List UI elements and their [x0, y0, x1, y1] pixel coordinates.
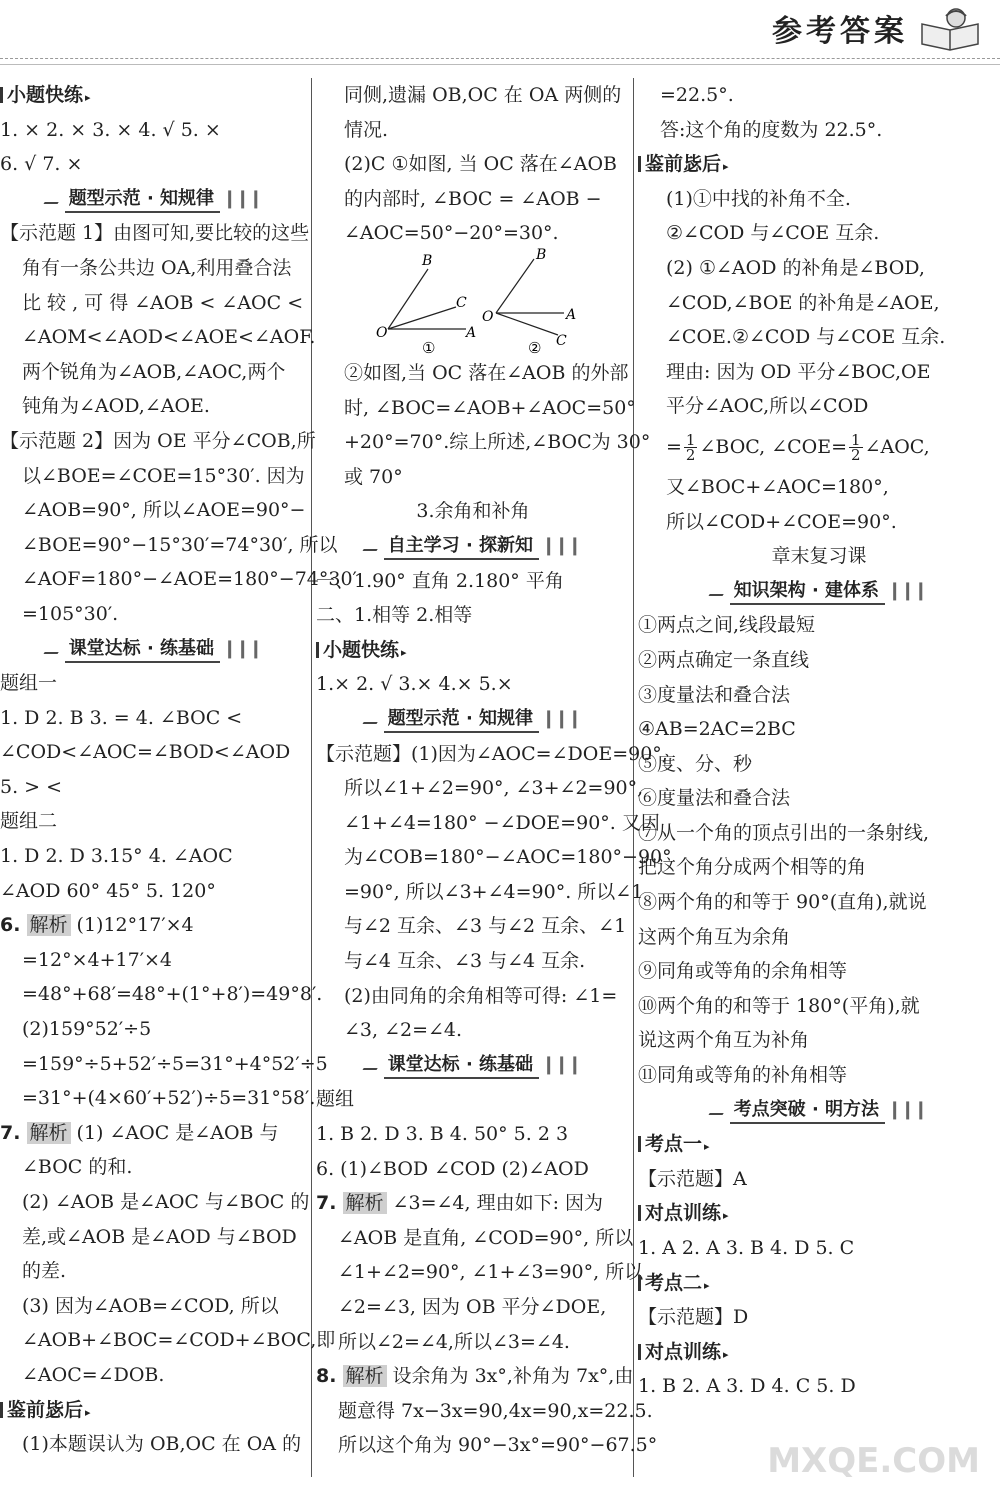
- answer-line: =31°+(4×60′+52′)÷5=31°58′.: [22, 1087, 316, 1110]
- answer-line: (3) 因为∠AOB=∠COD, 所以: [22, 1294, 279, 1317]
- bars-icon: ❙❙❙: [541, 534, 581, 556]
- answer-line: ∠3, ∠2=∠4.: [344, 1019, 463, 1042]
- answer-line: ⑧两个角的和等于 90°(直角),就说: [638, 891, 927, 914]
- bars-icon: ❙❙❙: [541, 707, 581, 729]
- bars-icon: ❙❙❙: [887, 1098, 927, 1120]
- fraction-line: [638, 424, 1000, 470]
- answer-line: 这两个角互为余角: [638, 925, 791, 948]
- answer-line: 平分∠AOC,所以∠COD: [666, 395, 869, 418]
- fraction-half: $\frac{1}{2}$: [851, 431, 861, 465]
- section-title: 课堂达标 · 练基础: [384, 1054, 539, 1079]
- answer-line: (2) ∠AOB 是∠AOC 与∠BOC 的: [22, 1191, 310, 1213]
- answer-line: 一、1.90° 直角 2.180° 平角: [316, 569, 564, 592]
- answer-line: 6. (1)∠BOD ∠COD (2)∠AOD: [316, 1157, 589, 1180]
- pen-icon: [43, 642, 64, 654]
- arrow-right-icon: ▸: [85, 91, 91, 104]
- arrow-right-icon: ▸: [704, 1278, 710, 1292]
- answer-line: ⑤度、分、秒: [638, 752, 753, 775]
- pen-icon: [43, 192, 64, 204]
- section-banner: [0, 632, 308, 667]
- answer-line: ∠AOB 是直角, ∠COD=90°, 所以: [338, 1226, 634, 1249]
- answer-line: 或 70°: [344, 465, 403, 488]
- answer-line: =159°÷5+52′÷5=31°+4°52′÷5: [22, 1052, 328, 1075]
- answer-line: ①两点之间,线段最短: [638, 614, 816, 637]
- answer-line: (2)159°52′÷5: [22, 1018, 152, 1041]
- answer-line: 与∠4 互余、∠3 与∠4 互余.: [344, 950, 586, 973]
- subsection-label: 考点二 ▸: [638, 1266, 1000, 1301]
- answer-line: (1)本题误认为 OB,OC 在 OA 的: [22, 1433, 302, 1456]
- answer-column-1: [0, 78, 357, 1462]
- subsection-label: 对点训练 ▸: [638, 1335, 1000, 1370]
- pen-icon: [708, 1103, 729, 1115]
- answer-line: 又∠BOC+∠AOC=180°,: [666, 475, 889, 498]
- subsection-label: 小题快练 ▸: [0, 78, 308, 113]
- section-title: 自主学习 · 探新知: [384, 535, 539, 560]
- pen-icon: [362, 712, 383, 724]
- answer-line: 1. × 2. × 3. × 4. √ 5. ×: [0, 118, 221, 141]
- answer-line: ⑦从一个角的顶点引出的一条射线,: [638, 821, 930, 844]
- answer-line: 题意得 7x−3x=90,4x=90,x=22.5.: [338, 1399, 653, 1422]
- answer-line: ②如图,当 OC 落在∠AOB 的外部: [344, 361, 629, 384]
- bars-icon: ❙❙❙: [222, 187, 262, 209]
- answer-line: =12°×4+17′×4: [22, 948, 173, 971]
- answer-line: ③度量法和叠合法: [638, 683, 791, 706]
- answer-line: 与∠2 互余、∠3 与∠2 互余、∠1: [344, 915, 627, 938]
- answer-line: 角有一条公共边 OA,利用叠合法: [22, 256, 292, 279]
- fig2-number: ②: [528, 338, 542, 357]
- fig2-label-B: B: [536, 246, 547, 263]
- answer-line: ∠AOC=∠DOB.: [22, 1363, 165, 1386]
- subsection-label: 鉴前毖后 ▸: [0, 1393, 308, 1428]
- answer-line: ②两点确定一条直线: [638, 648, 810, 671]
- answer-line: ⑪同角或等角的补角相等: [638, 1064, 848, 1087]
- answer-line: ∠BOC 的和.: [22, 1156, 133, 1179]
- answer-line: 【示范题】(1)因为∠AOC=∠DOE=90°,: [316, 742, 668, 765]
- section-banner: [316, 529, 630, 564]
- arrow-right-icon: ▸: [85, 1405, 91, 1419]
- answer-line: 题组: [316, 1088, 355, 1111]
- analysis-tag: 解析: [343, 1365, 387, 1387]
- figure-2: [482, 247, 576, 357]
- section-banner: [316, 702, 630, 737]
- answer-line: 7. 解析 ∠3=∠4, 理由如下: 因为: [316, 1192, 604, 1215]
- answer-line: 说这两个角互为补角: [638, 1029, 810, 1052]
- answer-line: 时, ∠BOC=∠AOB+∠AOC=50°: [344, 396, 636, 419]
- answer-line: 所以∠COD+∠COE=90°.: [666, 510, 897, 533]
- analysis-tag: 解析: [343, 1192, 387, 1214]
- column-divider: [311, 78, 312, 1477]
- fraction-equals: =: [666, 435, 682, 458]
- analysis-tag: 解析: [27, 914, 71, 936]
- fig1-label-O: O: [376, 324, 388, 341]
- answer-line: 1. B 2. D 3. B 4. 50° 5. 2 3: [316, 1123, 569, 1146]
- answer-line: ∠AOB+∠BOC=∠COD+∠BOC,即: [22, 1329, 336, 1352]
- answer-line: 【示范题 2】因为 OE 平分∠COB,所: [0, 429, 316, 452]
- bars-icon: ❙❙❙: [222, 637, 262, 659]
- answer-line: 1. D 2. B 3. = 4. ∠BOC <: [0, 706, 243, 729]
- arrow-right-icon: ▸: [704, 1140, 710, 1154]
- answer-line: ∠AOD 60° 45° 5. 120°: [0, 879, 216, 902]
- fraction-half: $\frac{1}{2}$: [685, 431, 696, 465]
- answer-line: =105°30′.: [22, 602, 119, 625]
- answer-line: 答:这个角的度数为 22.5°.: [660, 118, 883, 141]
- answer-line: 5. > <: [0, 775, 63, 798]
- answer-line: 8. 解析 设余角为 3x°,补角为 7x°,由: [316, 1365, 634, 1388]
- angle-diagram: [316, 246, 630, 357]
- answer-line: 题组二: [0, 810, 58, 833]
- fig1-label-A: A: [466, 324, 477, 341]
- fraction-text-b: ∠AOC,: [864, 435, 930, 458]
- answer-line: ②∠COD 与∠COE 互余.: [666, 222, 880, 245]
- answer-line: 理由: 因为 OD 平分∠BOC,OE: [666, 360, 931, 383]
- subsection-label: 考点一 ▸: [638, 1127, 1000, 1162]
- answer-column-3: [638, 78, 1000, 1404]
- answer-line: 所以∠2=∠4,所以∠3=∠4.: [338, 1330, 570, 1353]
- pen-icon: [362, 539, 383, 551]
- angle-figures: [316, 246, 630, 357]
- answer-line: 3.余角和补角: [416, 500, 530, 523]
- bars-icon: ❙❙❙: [887, 579, 927, 601]
- answer-line: ∠1+∠2=90°, ∠1+∠3=90°, 所以: [338, 1261, 644, 1284]
- answer-line: ∠COE.②∠COD 与∠COE 互余.: [666, 326, 946, 349]
- answer-line: 题组一: [0, 672, 58, 695]
- subsection-label: 对点训练 ▸: [638, 1196, 1000, 1231]
- section-banner: [316, 1048, 630, 1083]
- fig1-label-C: C: [456, 294, 467, 311]
- arrow-right-icon: ▸: [401, 645, 407, 659]
- answer-line: 二、1.相等 2.相等: [316, 604, 473, 627]
- subsection-label: 鉴前毖后 ▸: [638, 147, 1000, 182]
- analysis-tag: 解析: [27, 1122, 71, 1144]
- answer-line: ∠BOE=90°−15°30′=74°30′, 所以: [22, 533, 338, 556]
- answer-line: 情况.: [344, 118, 389, 141]
- fig2-label-O: O: [482, 308, 494, 325]
- answer-line: 以∠BOE=∠COE=15°30′. 因为: [22, 464, 305, 487]
- answer-line: ⑩两个角的和等于 180°(平角),就: [638, 994, 920, 1017]
- answer-line: 【示范题 1】由图可知,要比较的这些: [0, 222, 310, 245]
- fig2-label-C: C: [556, 332, 567, 349]
- section-banner: [638, 574, 1000, 609]
- watermark: MXQE.COM: [767, 1441, 980, 1481]
- fraction-text-a: ∠BOC, ∠COE=: [699, 435, 848, 458]
- answer-line: (2)C ①如图, 当 OC 落在∠AOB: [344, 153, 617, 176]
- answer-line: ∠1+∠4=180° −∠DOE=90°. 又因: [344, 811, 660, 834]
- answer-line: 同侧,遗漏 OB,OC 在 OA 两侧的: [344, 84, 622, 106]
- answer-line: 1. A 2. A 3. B 4. D 5. C: [638, 1237, 855, 1259]
- answer-line: ∠AOF=180°−∠AOE=180°−74°30′: [22, 568, 357, 591]
- answer-line: 1. D 2. D 3.15° 4. ∠AOC: [0, 845, 233, 868]
- section-title: 题型示范 · 知规律: [65, 188, 220, 213]
- answer-line: 1.× 2. √ 3.× 4.× 5.×: [316, 673, 513, 696]
- arrow-right-icon: ▸: [723, 1347, 729, 1361]
- answer-line: 7. 解析 (1) ∠AOC 是∠AOB 与: [0, 1121, 279, 1144]
- answer-line: =22.5°.: [660, 84, 734, 106]
- pen-icon: [362, 1058, 383, 1070]
- answer-line: 1. B 2. A 3. D 4. C 5. D: [638, 1375, 856, 1398]
- answer-line: 比 较 , 可 得 ∠AOB < ∠AOC <: [22, 291, 304, 314]
- answer-line: 钝角为∠AOD,∠AOE.: [22, 395, 210, 418]
- answer-line: 为∠COB=180°−∠AOC=180°−90°: [344, 846, 672, 869]
- book-icon: [918, 4, 982, 56]
- section-banner: [0, 182, 308, 217]
- answer-line: (2) ①∠AOD 的补角是∠BOD,: [666, 256, 925, 279]
- answer-line: ∠COD,∠BOE 的补角是∠AOE,: [666, 291, 940, 314]
- section-banner: [638, 1093, 1000, 1128]
- answer-line: 把这个角分成两个相等的角: [638, 856, 867, 879]
- fig1-number: ①: [422, 338, 436, 357]
- answer-line: ∠AOC=50°−20°=30°.: [344, 222, 559, 245]
- answer-line: +20°=70°.综上所述,∠BOC为 30°: [344, 431, 651, 454]
- answer-line: 的差.: [22, 1260, 67, 1283]
- section-title: 知识架构 · 建体系: [730, 580, 885, 605]
- pen-icon: [708, 584, 729, 596]
- arrow-right-icon: ▸: [723, 160, 729, 174]
- answer-line: ∠COD<∠AOC=∠BOD<∠AOD: [0, 741, 291, 764]
- page-header: [0, 0, 1000, 70]
- answer-line: =90°, 所以∠3+∠4=90°. 所以∠1: [344, 880, 644, 903]
- answer-line: (2)由同角的余角相等可得: ∠1=: [344, 984, 618, 1007]
- answer-line: 6. 解析 (1)12°17′×4: [0, 914, 194, 937]
- answer-line: 的内部时, ∠BOC = ∠AOB −: [344, 187, 602, 210]
- answer-line: 【示范题】A: [638, 1167, 747, 1190]
- section-title: 考点突破 · 明方法: [730, 1099, 885, 1124]
- subsection-label: 小题快练 ▸: [316, 633, 630, 668]
- figure-1: [376, 253, 476, 357]
- section-title: 题型示范 · 知规律: [384, 708, 539, 733]
- page-title: 参考答案: [772, 14, 908, 49]
- section-title: 课堂达标 · 练基础: [65, 638, 220, 663]
- bars-icon: ❙❙❙: [541, 1053, 581, 1075]
- answer-line: ∠2=∠3, 因为 OB 平分∠DOE,: [338, 1296, 607, 1318]
- arrow-right-icon: ▸: [723, 1209, 729, 1223]
- answer-line: 所以∠1+∠2=90°, ∠3+∠2=90°,: [344, 777, 644, 800]
- answer-line: ④AB=2AC=2BC: [638, 718, 796, 741]
- answer-line: ∠AOM<∠AOD<∠AOE<∠AOF.: [22, 326, 316, 349]
- answer-line: 所以这个角为 90°−3x°=90°−67.5°: [338, 1434, 658, 1457]
- answer-line: ⑨同角或等角的余角相等: [638, 960, 848, 983]
- answer-line: ⑥度量法和叠合法: [638, 787, 791, 810]
- answer-line: =48°+68′=48°+(1°+8′)=49°8′.: [22, 983, 323, 1006]
- answer-line: 6. √ 7. ×: [0, 153, 83, 176]
- answer-column-2: [316, 78, 672, 1463]
- answer-line: ∠AOB=90°, 所以∠AOE=90°−: [22, 499, 306, 522]
- fig2-label-A: A: [566, 306, 577, 323]
- answer-line: 两个锐角为∠AOB,∠AOC,两个: [22, 360, 286, 383]
- answer-line: 差,或∠AOB 是∠AOD 与∠BOD: [22, 1225, 297, 1248]
- answer-line: 【示范题】D: [638, 1306, 749, 1329]
- answer-line: 章末复习课: [771, 545, 867, 568]
- answer-line: (1)①中找的补角不全.: [666, 187, 851, 210]
- fig1-label-B: B: [422, 252, 433, 269]
